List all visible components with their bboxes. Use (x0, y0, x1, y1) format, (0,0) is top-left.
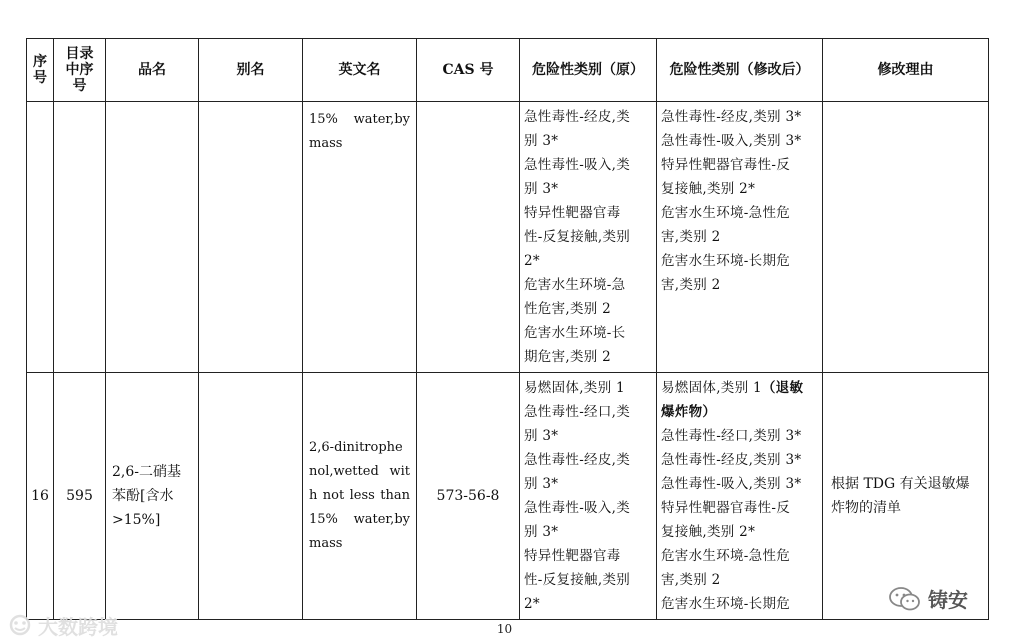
cell-catalog-seq: 595 (54, 373, 106, 620)
table-row-16 (27, 373, 989, 620)
page-number: 10 (496, 622, 513, 636)
cell-reason: 根据 TDG 有关退敏爆炸物的清单 (823, 373, 989, 620)
header-alias: 别名 (199, 39, 303, 102)
cell-hazard-mod: 急性毒性-经皮,类别 3* 急性毒性-吸入,类别 3* 特异性靶器官毒性-反 复接触,类别 2* 危害水生环境-急性危 害,类别 2 危害水生环境-长期危 害,类别 2 (657, 102, 823, 373)
brand-logo-icon (8, 614, 32, 636)
watermark-right-text: 铸安 (928, 588, 968, 612)
cell-hazard-orig: 易燃固体,类别 1 急性毒性-经口,类 别 3* 急性毒性-经皮,类 别 3* 急性毒性-吸入,类 别 3* 特异性靶器官毒 性-反复接触,类别 2* (520, 373, 657, 620)
watermark-left-text: 大数跨境 (38, 614, 118, 639)
header-hazard-mod: 危险性类别（修改后） (657, 39, 823, 102)
cell-catalog-seq (54, 102, 106, 373)
wechat-icon (888, 585, 922, 613)
cell-name: 2,6-二硝基苯酚[含水>15%] (106, 373, 199, 620)
header-reason: 修改理由 (823, 39, 989, 102)
hazard-classification-table (26, 38, 989, 620)
cell-hazard-mod: 易燃固体,类别 1（退敏 爆炸物） 急性毒性-经口,类别 3* 急性毒性-经皮,类别 3* 急性毒性-吸入,类别 3* 特异性靶器官毒性-反 复接触,类别 2* 危害水生环境-急性危 害,类别 2 危害水生环境-长期危 (657, 373, 823, 620)
cell-name (106, 102, 199, 373)
watermark-right (888, 584, 968, 613)
desensitized-explosive-note: （退敏 (761, 380, 804, 396)
header-catalog-seq: 目录 中序 号 (54, 39, 106, 102)
header-seq: 序 号 (27, 39, 54, 102)
header-english: 英文名 (303, 39, 417, 102)
table-header-row (27, 39, 989, 102)
cell-hazard-orig: 急性毒性-经皮,类 别 3* 急性毒性-吸入,类 别 3* 特异性靶器官毒 性-反复接触,类别 2* 危害水生环境-急 性危害,类别 2 危害水生环境-长 期危害,类别 2 (520, 102, 657, 373)
header-cas: CAS 号 (417, 39, 520, 102)
cell-alias (199, 373, 303, 620)
watermark-left (8, 612, 118, 638)
cell-english: 15% water,by mass (303, 102, 417, 373)
cell-cas (417, 102, 520, 373)
header-hazard-orig: 危险性类别（原） (520, 39, 657, 102)
cell-cas: 573-56-8 (417, 373, 520, 620)
header-name: 品名 (106, 39, 199, 102)
cell-english: 2,6-dinitrophenol,wetted with not less than 15% water,by mass (303, 373, 417, 620)
cell-seq (27, 102, 54, 373)
cell-alias (199, 102, 303, 373)
desensitized-explosive-note-cont: 爆炸物） (661, 404, 717, 420)
table-row-continued (27, 102, 989, 373)
cell-seq: 16 (27, 373, 54, 620)
cell-reason (823, 102, 989, 373)
